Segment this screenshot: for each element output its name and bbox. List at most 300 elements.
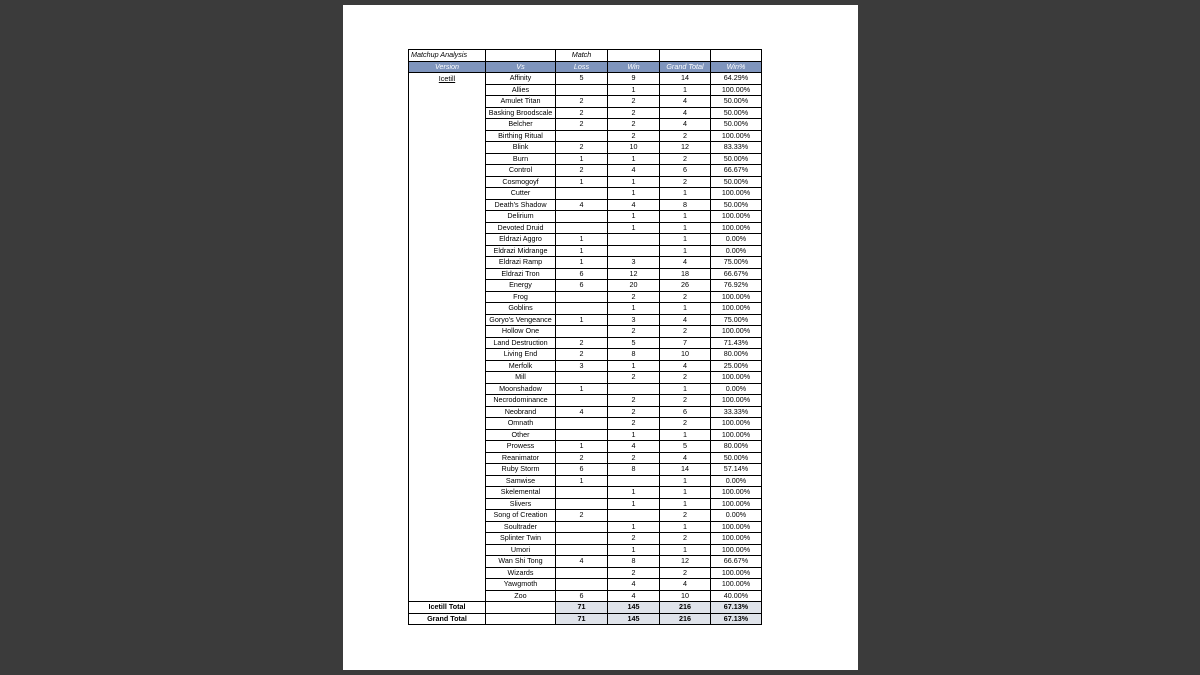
- subtotal-row-label: Icetill Total: [409, 602, 486, 614]
- header-vs: Vs: [486, 61, 556, 73]
- win-pct-cell: 66.67%: [711, 556, 762, 568]
- win-cell: 4: [608, 441, 660, 453]
- grand-total-cell: 2: [660, 567, 711, 579]
- version-cell-empty: [409, 498, 486, 510]
- version-cell-empty: [409, 475, 486, 487]
- table-row: [409, 291, 762, 303]
- grand-total-cell: 2: [660, 176, 711, 188]
- win-pct-cell: 100.00%: [711, 326, 762, 338]
- win-cell: 2: [608, 372, 660, 384]
- vs-cell: Necrodominance: [486, 395, 556, 407]
- win-cell: 1: [608, 153, 660, 165]
- win-pct-cell: 64.29%: [711, 73, 762, 85]
- table-row: [409, 475, 762, 487]
- grand-total-cell: 4: [660, 452, 711, 464]
- table-row: [409, 96, 762, 108]
- loss-cell: 4: [556, 199, 608, 211]
- grand-total-cell: 7: [660, 337, 711, 349]
- vs-cell: Energy: [486, 280, 556, 292]
- table-row: [409, 510, 762, 522]
- version-cell-empty: [409, 268, 486, 280]
- vs-cell: Basking Broodscale: [486, 107, 556, 119]
- table-row: [409, 257, 762, 269]
- header-win: Win: [608, 61, 660, 73]
- loss-cell: 1: [556, 383, 608, 395]
- table-row: [409, 590, 762, 602]
- win-pct-cell: 100.00%: [711, 429, 762, 441]
- table-row: [409, 73, 762, 85]
- vs-cell: Allies: [486, 84, 556, 96]
- grand-total-cell: 2: [660, 418, 711, 430]
- loss-cell: 2: [556, 142, 608, 154]
- loss-cell: 2: [556, 337, 608, 349]
- vs-cell: Other: [486, 429, 556, 441]
- grand-total-cell: 5: [660, 441, 711, 453]
- loss-cell: 2: [556, 165, 608, 177]
- win-cell: 3: [608, 257, 660, 269]
- win-pct-cell: 50.00%: [711, 107, 762, 119]
- version-cell-empty: [409, 406, 486, 418]
- table-row: [409, 199, 762, 211]
- version-cell-empty: [409, 418, 486, 430]
- loss-cell: [556, 326, 608, 338]
- version-cell-empty: [409, 314, 486, 326]
- vs-cell: Umori: [486, 544, 556, 556]
- grand-total-cell: 2: [660, 326, 711, 338]
- vs-cell: Wan Shi Tong: [486, 556, 556, 568]
- grand-total-cell: 1: [660, 429, 711, 441]
- match-caption: Match: [556, 50, 608, 62]
- win-cell: 1: [608, 211, 660, 223]
- win-cell: [608, 475, 660, 487]
- win-cell: 1: [608, 84, 660, 96]
- grand-total-cell: 4: [660, 257, 711, 269]
- table-row: [409, 188, 762, 200]
- version-cell-empty: [409, 579, 486, 591]
- loss-cell: 2: [556, 119, 608, 131]
- table-row: [409, 222, 762, 234]
- win-cell: 1: [608, 429, 660, 441]
- loss-cell: [556, 498, 608, 510]
- version-cell-empty: [409, 84, 486, 96]
- vs-cell: Birthing Ritual: [486, 130, 556, 142]
- win-cell: 9: [608, 73, 660, 85]
- grand-total-cell: 2: [660, 510, 711, 522]
- loss-cell: [556, 188, 608, 200]
- win-cell: 2: [608, 567, 660, 579]
- version-cell-empty: [409, 245, 486, 257]
- version-cell-empty: [409, 590, 486, 602]
- grand-total-row-label: Grand Total: [409, 613, 486, 625]
- version-cell-empty: [409, 326, 486, 338]
- grand-total-cell: 4: [660, 579, 711, 591]
- loss-cell: [556, 579, 608, 591]
- header-loss: Loss: [556, 61, 608, 73]
- loss-cell: [556, 291, 608, 303]
- win-pct-cell: 100.00%: [711, 291, 762, 303]
- table-row: [409, 521, 762, 533]
- grand-total-cell: 12: [660, 142, 711, 154]
- vs-cell: Song of Creation: [486, 510, 556, 522]
- loss-cell: 6: [556, 268, 608, 280]
- win-pct-cell: 100.00%: [711, 211, 762, 223]
- table-row: [409, 533, 762, 545]
- grand-total-cell: 1: [660, 383, 711, 395]
- loss-cell: 6: [556, 590, 608, 602]
- win-cell: [608, 510, 660, 522]
- win-pct-cell: 50.00%: [711, 199, 762, 211]
- loss-cell: 2: [556, 510, 608, 522]
- grand-total-cell: 6: [660, 406, 711, 418]
- win-cell: 2: [608, 418, 660, 430]
- win-cell: [608, 234, 660, 246]
- version-cell-empty: [409, 119, 486, 131]
- subtotal-row-grand-total-cell: 216: [660, 602, 711, 614]
- win-cell: 1: [608, 188, 660, 200]
- vs-cell: Samwise: [486, 475, 556, 487]
- win-cell: 4: [608, 165, 660, 177]
- win-pct-cell: 66.67%: [711, 268, 762, 280]
- version-cell-empty: [409, 429, 486, 441]
- loss-cell: [556, 372, 608, 384]
- win-cell: 2: [608, 326, 660, 338]
- win-cell: 20: [608, 280, 660, 292]
- win-cell: 1: [608, 544, 660, 556]
- version-cell-empty: [409, 567, 486, 579]
- vs-cell: Reanimator: [486, 452, 556, 464]
- grand-total-cell: 2: [660, 153, 711, 165]
- version-cell-empty: [409, 107, 486, 119]
- version-cell-empty: [409, 234, 486, 246]
- win-cell: 10: [608, 142, 660, 154]
- win-pct-cell: 0.00%: [711, 234, 762, 246]
- vs-cell: Eldrazi Midrange: [486, 245, 556, 257]
- win-pct-cell: 76.92%: [711, 280, 762, 292]
- table-row: [409, 142, 762, 154]
- loss-cell: 1: [556, 153, 608, 165]
- vs-cell: Living End: [486, 349, 556, 361]
- win-pct-cell: 0.00%: [711, 245, 762, 257]
- win-pct-cell: 66.67%: [711, 165, 762, 177]
- version-cell-empty: [409, 337, 486, 349]
- win-cell: 2: [608, 96, 660, 108]
- vs-cell: Cutter: [486, 188, 556, 200]
- grand-total-row: [409, 613, 762, 625]
- win-cell: 8: [608, 556, 660, 568]
- vs-cell: Goryo's Vengeance: [486, 314, 556, 326]
- vs-cell: Amulet Titan: [486, 96, 556, 108]
- table-row: [409, 211, 762, 223]
- vs-cell: Goblins: [486, 303, 556, 315]
- header-grand-total: Grand Total: [660, 61, 711, 73]
- grand-total-cell: 1: [660, 475, 711, 487]
- table-row: [409, 360, 762, 372]
- win-pct-cell: 75.00%: [711, 257, 762, 269]
- win-pct-cell: 100.00%: [711, 579, 762, 591]
- vs-cell: Moonshadow: [486, 383, 556, 395]
- loss-cell: 2: [556, 349, 608, 361]
- grand-total-row-win-cell: 145: [608, 613, 660, 625]
- vs-cell: Cosmogoyf: [486, 176, 556, 188]
- win-pct-cell: 71.43%: [711, 337, 762, 349]
- table-row: [409, 372, 762, 384]
- table-row: [409, 429, 762, 441]
- win-cell: 2: [608, 395, 660, 407]
- table-row: [409, 130, 762, 142]
- vs-cell: Death's Shadow: [486, 199, 556, 211]
- version-cell-empty: [409, 349, 486, 361]
- subtotal-row: [409, 602, 762, 614]
- loss-cell: 5: [556, 73, 608, 85]
- win-cell: 4: [608, 199, 660, 211]
- win-pct-cell: 0.00%: [711, 383, 762, 395]
- matchup-pivot-table: [408, 49, 762, 625]
- table-row: [409, 418, 762, 430]
- win-cell: 5: [608, 337, 660, 349]
- table-title-row: [409, 50, 762, 62]
- vs-cell: Blink: [486, 142, 556, 154]
- grand-total-cell: 26: [660, 280, 711, 292]
- vs-cell: Wizards: [486, 567, 556, 579]
- win-pct-cell: 25.00%: [711, 360, 762, 372]
- win-pct-cell: 80.00%: [711, 441, 762, 453]
- version-cell-empty: [409, 372, 486, 384]
- win-pct-cell: 50.00%: [711, 452, 762, 464]
- grand-total-cell: 2: [660, 372, 711, 384]
- grand-total-cell: 10: [660, 349, 711, 361]
- vs-cell: Mill: [486, 372, 556, 384]
- win-pct-cell: 80.00%: [711, 349, 762, 361]
- version-cell-empty: [409, 165, 486, 177]
- grand-total-cell: 12: [660, 556, 711, 568]
- loss-cell: [556, 84, 608, 96]
- grand-total-cell: 1: [660, 303, 711, 315]
- win-cell: 1: [608, 487, 660, 499]
- win-pct-cell: 40.00%: [711, 590, 762, 602]
- version-cell-empty: [409, 360, 486, 372]
- win-cell: 2: [608, 119, 660, 131]
- grand-total-cell: 1: [660, 211, 711, 223]
- grand-total-row-loss-cell: 71: [556, 613, 608, 625]
- version-cell-empty: [409, 441, 486, 453]
- version-cell-empty: [409, 544, 486, 556]
- grand-total-cell: 1: [660, 498, 711, 510]
- version-cell-empty: [409, 464, 486, 476]
- vs-cell: Yawgmoth: [486, 579, 556, 591]
- table-title: Matchup Analysis: [409, 50, 486, 62]
- table-row: [409, 498, 762, 510]
- table-row: [409, 452, 762, 464]
- loss-cell: [556, 487, 608, 499]
- grand-total-cell: 14: [660, 464, 711, 476]
- loss-cell: 1: [556, 475, 608, 487]
- table-row: [409, 441, 762, 453]
- loss-cell: [556, 222, 608, 234]
- vs-cell: Slivers: [486, 498, 556, 510]
- grand-total-cell: 14: [660, 73, 711, 85]
- loss-cell: 4: [556, 556, 608, 568]
- win-pct-cell: 83.33%: [711, 142, 762, 154]
- grand-total-cell: 8: [660, 199, 711, 211]
- version-cell-empty: [409, 556, 486, 568]
- vs-cell: Prowess: [486, 441, 556, 453]
- table-row: [409, 556, 762, 568]
- vs-cell: Belcher: [486, 119, 556, 131]
- loss-cell: 2: [556, 96, 608, 108]
- loss-cell: 1: [556, 245, 608, 257]
- loss-cell: [556, 418, 608, 430]
- table-row: [409, 567, 762, 579]
- table-row: [409, 268, 762, 280]
- loss-cell: [556, 533, 608, 545]
- table-row: [409, 406, 762, 418]
- version-cell-empty: [409, 257, 486, 269]
- grand-total-cell: 4: [660, 96, 711, 108]
- version-cell-empty: [409, 487, 486, 499]
- vs-cell: Eldrazi Tron: [486, 268, 556, 280]
- vs-cell: Affinity: [486, 73, 556, 85]
- grand-total-cell: 1: [660, 188, 711, 200]
- loss-cell: [556, 567, 608, 579]
- grand-total-cell: 1: [660, 84, 711, 96]
- win-pct-cell: 100.00%: [711, 418, 762, 430]
- vs-cell: Soultrader: [486, 521, 556, 533]
- vs-cell: Hollow One: [486, 326, 556, 338]
- win-pct-cell: 100.00%: [711, 544, 762, 556]
- grand-total-cell: 4: [660, 360, 711, 372]
- table-row: [409, 464, 762, 476]
- vs-cell: Splinter Twin: [486, 533, 556, 545]
- vs-cell: Eldrazi Aggro: [486, 234, 556, 246]
- win-pct-cell: 100.00%: [711, 188, 762, 200]
- win-pct-cell: 100.00%: [711, 521, 762, 533]
- version-cell-empty: [409, 211, 486, 223]
- subtotal-row-loss-cell: 71: [556, 602, 608, 614]
- grand-total-cell: 1: [660, 222, 711, 234]
- grand-total-row-win-pct-cell: 67.13%: [711, 613, 762, 625]
- vs-cell: Zoo: [486, 590, 556, 602]
- win-pct-cell: 100.00%: [711, 222, 762, 234]
- header-win-pct: Win%: [711, 61, 762, 73]
- grand-total-row-vs-empty: [486, 613, 556, 625]
- win-cell: 4: [608, 579, 660, 591]
- vs-cell: Skelemental: [486, 487, 556, 499]
- win-cell: 1: [608, 521, 660, 533]
- loss-cell: 1: [556, 314, 608, 326]
- vs-cell: Delirium: [486, 211, 556, 223]
- win-cell: 1: [608, 303, 660, 315]
- win-pct-cell: 100.00%: [711, 130, 762, 142]
- version-cell-empty: [409, 291, 486, 303]
- win-cell: [608, 245, 660, 257]
- grand-total-cell: 2: [660, 291, 711, 303]
- vs-cell: Control: [486, 165, 556, 177]
- grand-total-cell: 6: [660, 165, 711, 177]
- win-pct-cell: 100.00%: [711, 487, 762, 499]
- win-cell: 8: [608, 464, 660, 476]
- vs-cell: Land Destruction: [486, 337, 556, 349]
- loss-cell: 1: [556, 257, 608, 269]
- loss-cell: [556, 429, 608, 441]
- win-pct-cell: 100.00%: [711, 84, 762, 96]
- loss-cell: [556, 521, 608, 533]
- table-row: [409, 579, 762, 591]
- version-cell-empty: [409, 452, 486, 464]
- version-cell-empty: [409, 280, 486, 292]
- version-cell-empty: [409, 96, 486, 108]
- win-cell: 2: [608, 452, 660, 464]
- version-cell-empty: [409, 130, 486, 142]
- version-cell-empty: [409, 510, 486, 522]
- vs-cell: Frog: [486, 291, 556, 303]
- table-row: [409, 280, 762, 292]
- table-header-row: [409, 61, 762, 73]
- table-row: [409, 337, 762, 349]
- grand-total-row-grand-total-cell: 216: [660, 613, 711, 625]
- loss-cell: 2: [556, 452, 608, 464]
- version-cell-empty: [409, 222, 486, 234]
- win-cell: 4: [608, 590, 660, 602]
- win-cell: 1: [608, 360, 660, 372]
- version-cell-empty: [409, 521, 486, 533]
- loss-cell: 6: [556, 464, 608, 476]
- win-pct-cell: 100.00%: [711, 533, 762, 545]
- version-cell-empty: [409, 303, 486, 315]
- table-row: [409, 395, 762, 407]
- grand-total-cell: 1: [660, 487, 711, 499]
- version-cell-empty: [409, 176, 486, 188]
- loss-cell: [556, 395, 608, 407]
- version-cell-empty: [409, 153, 486, 165]
- version-cell-empty: [409, 383, 486, 395]
- loss-cell: 1: [556, 176, 608, 188]
- win-pct-cell: 100.00%: [711, 303, 762, 315]
- grand-total-cell: 4: [660, 119, 711, 131]
- win-cell: 2: [608, 107, 660, 119]
- win-pct-cell: 100.00%: [711, 567, 762, 579]
- win-pct-cell: 100.00%: [711, 372, 762, 384]
- header-version: Version: [409, 61, 486, 73]
- loss-cell: 1: [556, 441, 608, 453]
- table-row: [409, 107, 762, 119]
- win-cell: 2: [608, 406, 660, 418]
- win-pct-cell: 50.00%: [711, 153, 762, 165]
- win-cell: 3: [608, 314, 660, 326]
- subtotal-row-win-pct-cell: 67.13%: [711, 602, 762, 614]
- grand-total-cell: 4: [660, 107, 711, 119]
- version-cell-empty: [409, 188, 486, 200]
- loss-cell: 1: [556, 234, 608, 246]
- win-cell: 8: [608, 349, 660, 361]
- grand-total-cell: 10: [660, 590, 711, 602]
- win-pct-cell: 0.00%: [711, 510, 762, 522]
- grand-total-cell: 2: [660, 533, 711, 545]
- grand-total-cell: 1: [660, 245, 711, 257]
- grand-total-cell: 1: [660, 544, 711, 556]
- grand-total-cell: 2: [660, 395, 711, 407]
- loss-cell: 2: [556, 107, 608, 119]
- win-pct-cell: 100.00%: [711, 395, 762, 407]
- subtotal-row-vs-empty: [486, 602, 556, 614]
- grand-total-cell: 18: [660, 268, 711, 280]
- version-cell-empty: [409, 199, 486, 211]
- win-pct-cell: 100.00%: [711, 498, 762, 510]
- win-pct-cell: 57.14%: [711, 464, 762, 476]
- vs-cell: Neobrand: [486, 406, 556, 418]
- table-row: [409, 234, 762, 246]
- vs-cell: Eldrazi Ramp: [486, 257, 556, 269]
- win-cell: 1: [608, 498, 660, 510]
